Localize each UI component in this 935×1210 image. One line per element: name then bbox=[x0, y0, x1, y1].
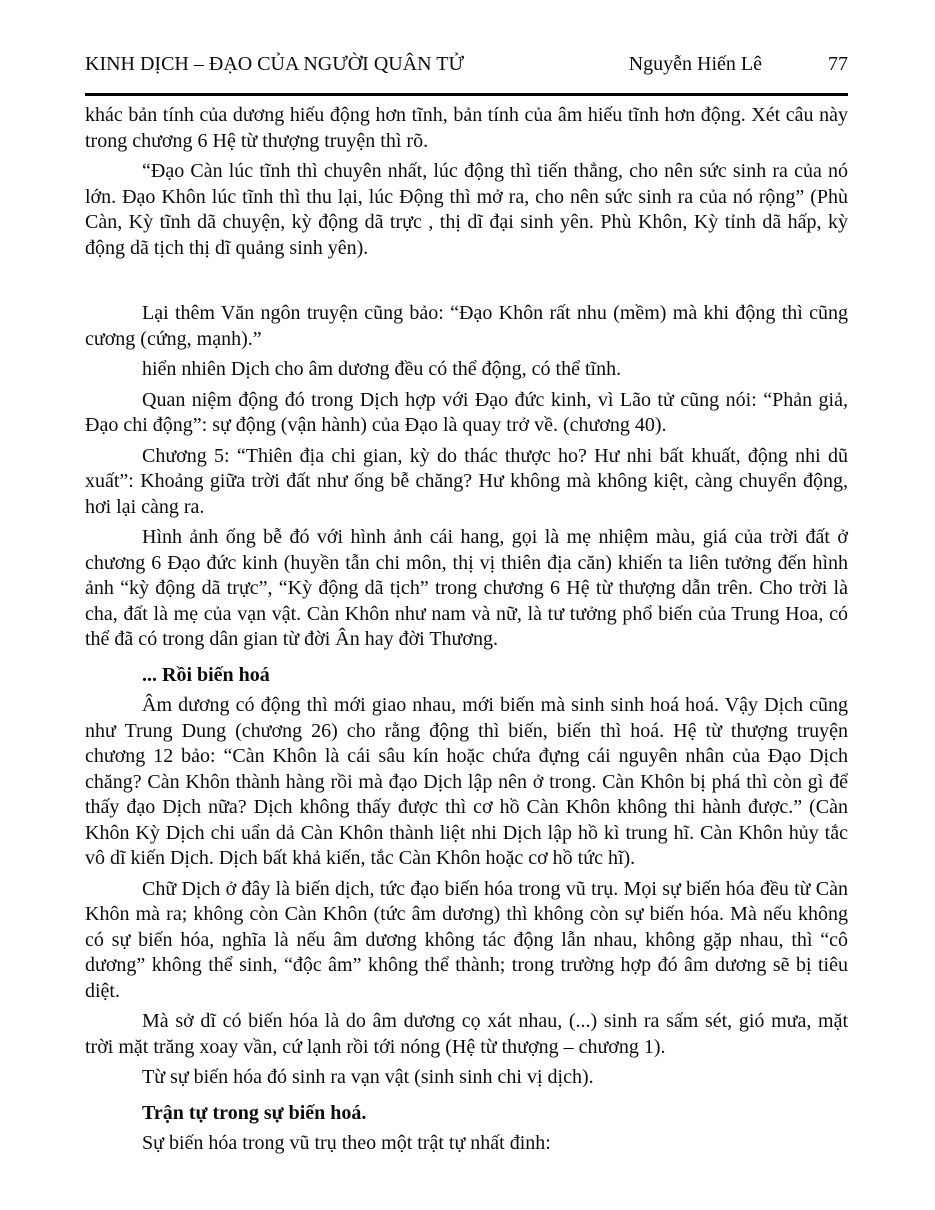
paragraph: Sự biến hóa trong vũ trụ theo một trật tự nhất đinh: bbox=[142, 1132, 551, 1154]
paragraph: “Đạo Càn lúc tĩnh thì chuyên nhất, lúc động thì tiến thẳng, cho nên sức sinh ra của nó lớn. Đạo Khôn lúc tĩnh thì thu lại, lúc Động thì mở ra, cho nên sức sinh ra của nó rộng” (Phù Càn, Kỳ tĩnh dã chuyện, kỳ động dã trực , thị dĩ đại sinh yên. Phù Khôn, Kỳ tỉnh dã hấp, kỳ động dã tịch thị dĩ quảng sinh yên). bbox=[85, 160, 848, 259]
paragraph: khác bản tính của dương hiếu động hơn tĩnh, bản tính của âm hiếu tĩnh hơn động. Xét câu này trong chương 6 Hệ từ thượng truyện thì rõ. bbox=[85, 104, 848, 152]
paragraph: Mà sở dĩ có biến hóa là do âm dương cọ xát nhau, (...) sinh ra sấm sét, gió mưa, mặt trời mặt trăng xoay vần, cứ lạnh rồi tới nóng (Hệ từ thượng – chương 1). bbox=[85, 1010, 848, 1058]
paragraph: hiển nhiên Dịch cho âm dương đều có thể động, có thể tĩnh. bbox=[142, 358, 622, 380]
header-rule bbox=[85, 93, 848, 96]
book-title: KINH DỊCH – ĐẠO CỦA NGƯỜI QUÂN TỬ bbox=[85, 53, 464, 75]
paragraph: Hình ảnh ống bễ đó với hình ảnh cái hang, gọi là mẹ nhiệm màu, giá của trời đất ở chương 6 Đạo đức kinh (huyền tẫn chi môn, thị vị thiên địa căn) khiến ta liên tưởng đến hình ảnh “kỳ động dã trực”, “Kỳ động dã tịch” trong chương 6 Hệ từ thượng dẫn trên. Cho trời là cha, đất là mẹ của vạn vật. Càn Khôn như nam và nữ, là tư tưởng phổ biến của Trung Hoa, có thể đã có trong dân gian từ đời Ân hay đời Thương. bbox=[85, 526, 848, 650]
paragraph: Từ sự biến hóa đó sinh ra vạn vật (sinh sinh chi vị dịch). bbox=[142, 1066, 594, 1088]
paragraph: Chữ Dịch ở đây là biến dịch, tức đạo biến hóa trong vũ trụ. Mọi sự biến hóa đều từ Càn Khôn mà ra; không còn Càn Khôn (tức âm dương) thì không còn sự biến hóa. Mà nếu không có sự biến hóa, nghĩa là nếu âm dương không tác động lẫn nhau, không gặp nhau, thì “cô dương” không thể sinh, “độc âm” không thể thành; trong trường hợp đó âm dương sẽ bị tiêu diệt. bbox=[85, 877, 848, 1002]
section-heading: ... Rồi biến hoá bbox=[142, 663, 270, 686]
page-number: 77 bbox=[828, 53, 848, 75]
paragraph: Chương 5: “Thiên địa chi gian, kỳ do thác thược ho? Hư nhi bất khuất, động nhi dũ xuất”: Khoảng giữa trời đất như ống bễ chăng? Hư không mà không kiệt, càng chuyển động, hơi lại càng ra. bbox=[85, 444, 848, 518]
section-heading: Trận tự trong sự biến hoá. bbox=[142, 1101, 367, 1124]
page-header bbox=[85, 52, 848, 76]
page-body bbox=[85, 103, 848, 1157]
paragraph: Lại thêm Văn ngôn truyện cũng bảo: “Đạo Khôn rất nhu (mềm) mà khi động thì cũng cương (cứng, mạnh).” bbox=[85, 302, 848, 350]
paragraph: Quan niệm động đó trong Dịch hợp với Đạo đức kinh, vì Lão tử cũng nói: “Phản giả, Đạo chi động”: sự động (vận hành) của Đạo là quay trở về. (chương 40). bbox=[85, 388, 848, 436]
paragraph: Âm dương có động thì mới giao nhau, mới biến mà sinh sinh hoá hoá. Vậy Dịch cũng như Trung Dung (chương 26) cho rằng động thì biến, biến thì hoá. Hệ từ thượng truyện chương 12 bảo: “Càn Khôn là cái sâu kín hoặc chứa đựng cái nguyên nhân của Đạo Dịch chăng? Càn Khôn thành hàng rồi mà đạo Dịch lập nên ở trong. Càn Khôn bị phá thì còn gì để thấy đạo Dịch nữa? Dịch không thấy được thì cơ hồ Càn Khôn không thi hành được.” (Càn Khôn Kỳ Dịch chi uẩn dả Càn Khôn thành liệt nhi Dịch lập hồ kì trung hĩ. Càn Khôn hủy tắc vô dĩ kiến Dịch. Dịch bất khả kiến, tắc Càn Khôn hoặc cơ hồ tức hĩ). bbox=[85, 694, 848, 869]
author-name: Nguyễn Hiến Lê bbox=[628, 53, 762, 75]
